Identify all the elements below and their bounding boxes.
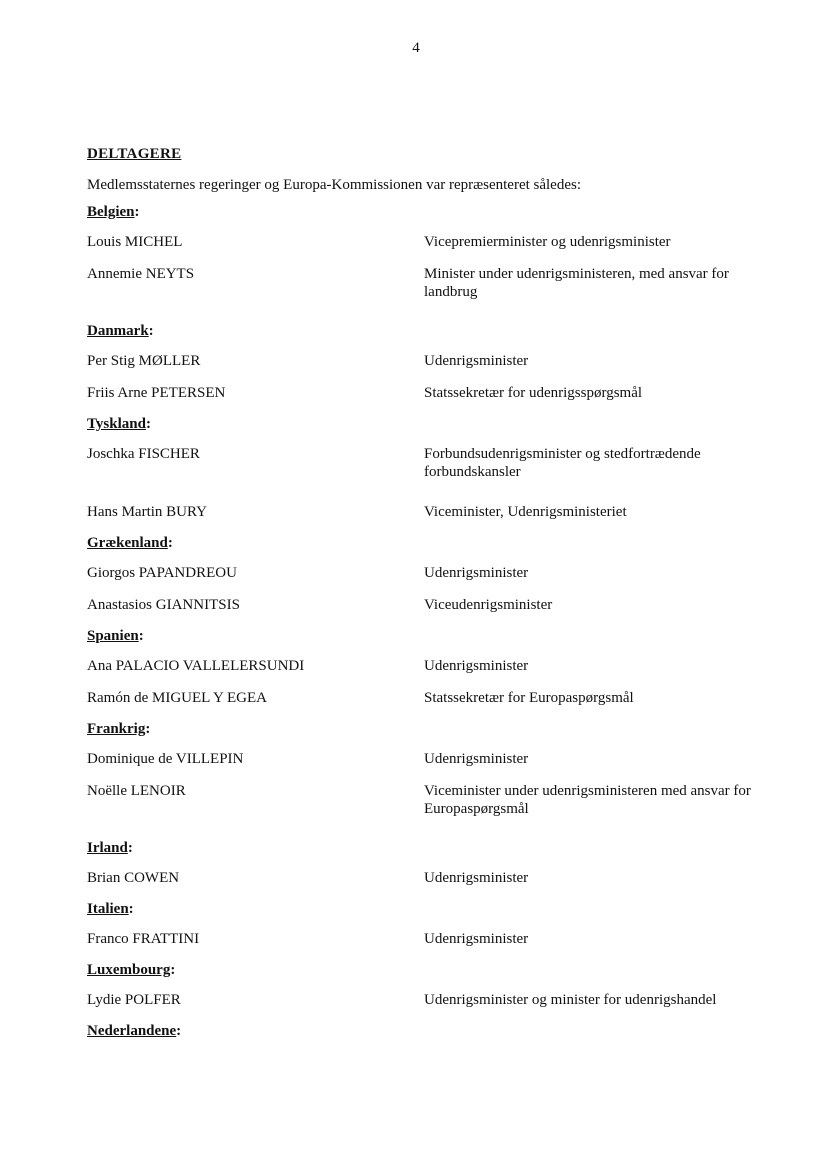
participant-role: Udenrigsminister	[424, 870, 529, 886]
participant-name: Lydie POLFER	[87, 992, 181, 1008]
section-heading: DELTAGERE	[87, 146, 182, 162]
country-italien: Italien:	[87, 901, 134, 917]
participant-name: Giorgos PAPANDREOU	[87, 565, 237, 581]
participant-name: Louis MICHEL	[87, 234, 183, 250]
participant-row	[87, 596, 787, 614]
participant-row	[87, 233, 787, 251]
participant-row	[87, 445, 787, 481]
country-name: Nederlandene	[87, 1023, 177, 1039]
country-name: Danmark	[87, 323, 149, 339]
country-belgien: Belgien:	[87, 204, 140, 220]
country-name: Irland	[87, 840, 128, 856]
participants-document	[87, 146, 787, 1052]
country-nederlandene: Nederlandene:	[87, 1023, 182, 1039]
participant-name: Brian COWEN	[87, 870, 180, 886]
participant-role: Statssekretær for Europaspørgsmål	[424, 690, 634, 706]
participant-role: Viceminister under udenrigsministeren med ansvar for Europaspørgsmål	[424, 783, 751, 817]
participant-name: Annemie NEYTS	[87, 266, 195, 282]
participant-role: Udenrigsminister	[424, 658, 529, 674]
participant-role: Udenrigsminister	[424, 353, 529, 369]
participant-role: Udenrigsminister	[424, 931, 529, 947]
participant-role: Statssekretær for udenrigsspørgsmål	[424, 385, 643, 401]
participant-name: Per Stig MØLLER	[87, 353, 201, 369]
participant-row	[87, 750, 787, 768]
participant-row	[87, 782, 787, 818]
participant-role: Minister under udenrigsministeren, med ansvar for landbrug	[424, 266, 729, 300]
participant-row	[87, 352, 787, 370]
participant-name: Hans Martin BURY	[87, 504, 207, 520]
participant-role: Viceudenrigsminister	[424, 597, 553, 613]
participant-role: Udenrigsminister	[424, 751, 529, 767]
participant-role: Udenrigsminister	[424, 565, 529, 581]
participant-row	[87, 564, 787, 582]
participant-name: Noëlle LENOIR	[87, 783, 186, 799]
participant-role: Viceminister, Udenrigsministeriet	[424, 504, 627, 520]
country-irland: Irland:	[87, 840, 133, 856]
country-graekenland: Grækenland:	[87, 535, 173, 551]
participant-role: Forbundsudenrigsminister og stedfortrædende forbundskansler	[424, 446, 701, 480]
country-luxembourg: Luxembourg:	[87, 962, 176, 978]
participant-row	[87, 657, 787, 675]
participant-name: Franco FRATTINI	[87, 931, 200, 947]
participant-name: Friis Arne PETERSEN	[87, 385, 226, 401]
country-danmark: Danmark:	[87, 323, 154, 339]
participant-name: Ramón de MIGUEL Y EGEA	[87, 690, 267, 706]
participant-row	[87, 265, 787, 301]
country-name: Frankrig	[87, 721, 146, 737]
participant-name: Anastasios GIANNITSIS	[87, 597, 240, 613]
country-frankrig: Frankrig:	[87, 721, 151, 737]
country-name: Belgien	[87, 204, 135, 220]
participant-row	[87, 930, 787, 948]
participant-name: Dominique de VILLEPIN	[87, 751, 244, 767]
country-spanien: Spanien:	[87, 628, 144, 644]
country-tyskland: Tyskland:	[87, 416, 151, 432]
participant-role: Vicepremierminister og udenrigsminister	[424, 234, 671, 250]
intro-text: Medlemsstaternes regeringer og Europa-Kommissionen var repræsenteret således:	[87, 177, 582, 193]
participant-name: Joschka FISCHER	[87, 446, 200, 462]
country-name: Italien	[87, 901, 129, 917]
participant-role: Udenrigsminister og minister for udenrigshandel	[424, 992, 717, 1008]
country-name: Grækenland	[87, 535, 168, 551]
participant-row	[87, 503, 787, 521]
participant-row	[87, 991, 787, 1009]
participant-row	[87, 869, 787, 887]
participant-row	[87, 689, 787, 707]
country-name: Tyskland	[87, 416, 146, 432]
participant-name: Ana PALACIO VALLELERSUNDI	[87, 658, 305, 674]
participant-row	[87, 384, 787, 402]
country-name: Spanien	[87, 628, 139, 644]
page-number: 4	[412, 40, 420, 56]
country-name: Luxembourg	[87, 962, 171, 978]
